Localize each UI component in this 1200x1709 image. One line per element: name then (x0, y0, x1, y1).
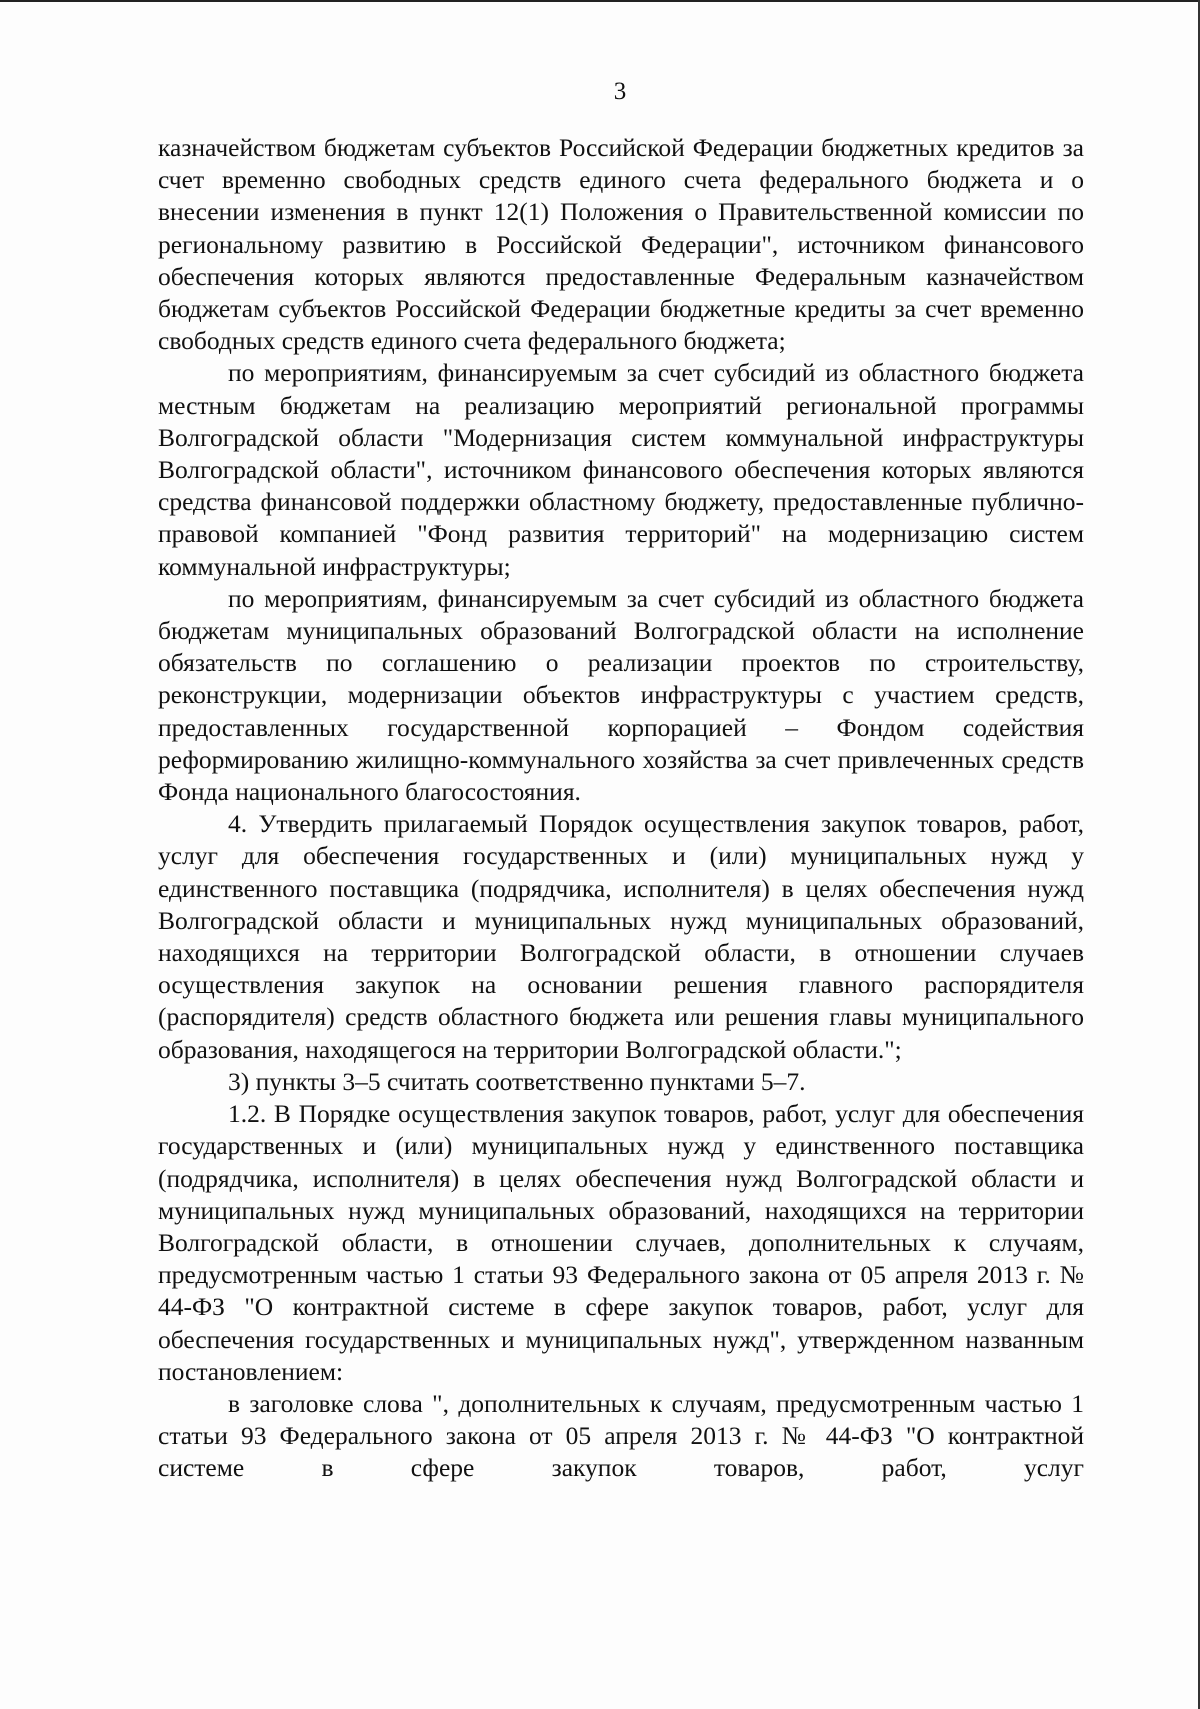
paragraph-item-3-renumber: 3) пункты 3–5 считать соответственно пунктами 5–7. (228, 1066, 806, 1096)
paragraph-municipal-infrastructure: по мероприятиям, финансируемым за счет субсидий из областного бюджета местным бюджетам на реализацию мероприятий региональной программы Волгоградской области "Модернизация систем коммунальной инфраструктуры Волгоградской области", источником финансового обеспечения которых являются средства финансовой поддержки областному бюджету, предоставленные публично-правовой компанией "Фонд развития территорий" на модернизацию систем коммунальной инфраструктуры; (158, 358, 1084, 581)
document-body (158, 132, 1084, 1485)
paragraph-item-4: 4. Утвердить прилагаемый Порядок осуществления закупок товаров, работ, услуг для обеспечения государственных и (или) муниципальных нужд у единственного поставщика (подрядчика, исполнителя) в целях обеспечения нужд Волгоградской области и муниципальных нужд муниципальных образований, находящихся на территории Волгоградской области, в отношении случаев осуществления закупок на основании решения главного распорядителя (распорядителя) средств областного бюджета или решения главы муниципального образования, находящегося на территории Волгоградской области."; (158, 809, 1084, 1064)
paragraph-item-1-2: 1.2. В Порядке осуществления закупок товаров, работ, услуг для обеспечения государственных и (или) муниципальных нужд у единственного поставщика (подрядчика, исполнителя) в целях обеспечения нужд Волгоградской области и муниципальных нужд муниципальных образований, находящихся на территории Волгоградской области, в отношении случаев, дополнительных к случаям, предусмотренным частью 1 статьи 93 Федерального закона от 05 апреля 2013 г. № 44-ФЗ "О контрактной системе в сфере закупок товаров, работ, услуг для обеспечения государственных и муниципальных нужд", утвержденном названным постановлением: (158, 1099, 1084, 1386)
paragraph-title-change: в заголовке слова ", дополнительных к случаям, предусмотренным частью 1 статьи 93 Федерального закона от 05 апреля 2013 г. № 44-ФЗ "О контрактной системе в сфере закупок товаров, работ, услуг (158, 1388, 1084, 1483)
paragraph-housing-fund: по мероприятиям, финансируемым за счет субсидий из областного бюджета бюджетам муниципальных образований Волгоградской области на исполнение обязательств по соглашению о реализации проектов по строительству, реконструкции, модернизации объектов инфраструктуры с участием средств, предоставленных государственной корпорацией – Фондом содействия реформированию жилищно-коммунального хозяйства за счет привлеченных средств Фонда национального благосостояния. (158, 583, 1084, 807)
page-number: 3 (613, 78, 627, 105)
scan-edge-top (0, 0, 1200, 2)
paragraph-continuation: казначейством бюджетам субъектов Российской Федерации бюджетных кредитов за счет временно свободных средств единого счета федерального бюджета и о внесении изменения в пункт 12(1) Положения о Правительственной комиссии по региональному развитию в Российской Федерации", источником финансового обеспечения которых являются предоставленные Федеральным казначейством бюджетам субъектов Российской Федерации бюджетные кредиты за счет временно свободных средств единого счета федерального бюджета; (158, 133, 1084, 356)
